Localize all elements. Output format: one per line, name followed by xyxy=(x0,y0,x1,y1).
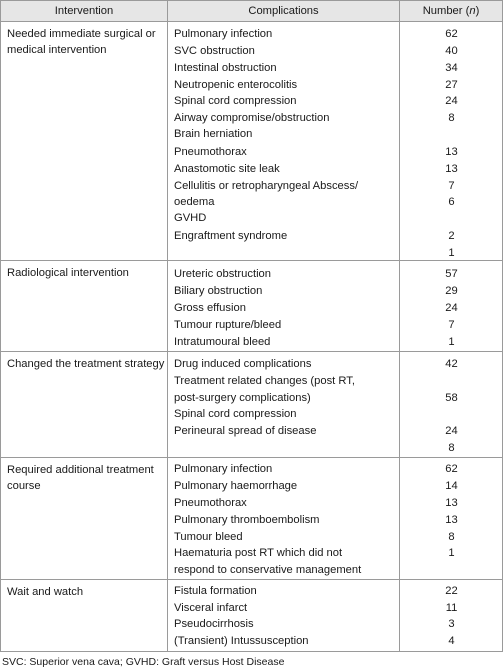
intervention-text: Radiological intervention xyxy=(7,267,129,279)
complication-item: Tumour rupture/bleed xyxy=(174,319,282,331)
complication-item: respond to conservative management xyxy=(174,564,362,576)
table-footnote: SVC: Superior vena cava; GVHD: Graft versus Host Disease xyxy=(2,656,285,668)
complication-item: Pulmonary thromboembolism xyxy=(174,514,320,526)
intervention-cell xyxy=(0,458,168,580)
number-value: 8 xyxy=(448,112,455,124)
number-value: 1 xyxy=(448,247,455,259)
intervention-cell xyxy=(0,352,168,458)
complication-item: Airway compromise/obstruction xyxy=(174,112,330,124)
complication-item: Drug induced complications xyxy=(174,358,312,370)
number-value: 2 xyxy=(448,230,455,242)
number-value: 1 xyxy=(448,547,455,559)
complication-item: SVC obstruction xyxy=(174,45,255,57)
number-value: 4 xyxy=(448,635,455,647)
complications-cell xyxy=(168,22,400,261)
complication-item: Haematuria post RT which did not xyxy=(174,547,343,559)
complication-item: Treatment related changes (post RT, xyxy=(174,375,355,387)
complication-item: Spinal cord compression xyxy=(174,95,297,107)
complications-cell xyxy=(168,458,400,580)
number-value: 29 xyxy=(445,285,458,297)
number-value: 13 xyxy=(445,163,458,175)
number-cell xyxy=(400,261,503,352)
intervention-cell xyxy=(0,580,168,652)
complication-item: Cellulitis or retropharyngeal Abscess/ xyxy=(174,180,359,192)
complications-cell xyxy=(168,580,400,652)
complication-item: Pneumothorax xyxy=(174,497,247,509)
number-value: 3 xyxy=(448,618,455,630)
number-value: 62 xyxy=(445,463,458,475)
complication-item: Visceral infarct xyxy=(174,602,248,614)
complication-item: Tumour bleed xyxy=(174,531,243,543)
complication-item: Brain herniation xyxy=(174,128,253,140)
intervention-text: Wait and watch xyxy=(7,586,84,598)
complication-item: Intratumoural bleed xyxy=(174,336,271,348)
complication-item: (Transient) Intussusception xyxy=(174,635,309,647)
number-value: 6 xyxy=(448,196,455,208)
header-complications xyxy=(168,0,400,22)
complication-item: GVHD xyxy=(174,212,207,224)
number-value: 8 xyxy=(448,531,455,543)
complication-item: Pulmonary infection xyxy=(174,463,273,475)
number-value: 7 xyxy=(448,180,455,192)
intervention-cell xyxy=(0,22,168,261)
number-value: 1 xyxy=(448,336,455,348)
number-value: 40 xyxy=(445,45,458,57)
complication-item: Spinal cord compression xyxy=(174,408,297,420)
number-value: 13 xyxy=(445,146,458,158)
header-intervention xyxy=(0,0,168,22)
number-cell xyxy=(400,352,503,458)
complication-item: Engraftment syndrome xyxy=(174,230,288,242)
number-value: 14 xyxy=(445,480,458,492)
complications-cell xyxy=(168,261,400,352)
complication-item: post-surgery complications) xyxy=(174,392,311,404)
number-value: 8 xyxy=(448,442,455,454)
number-value: 13 xyxy=(445,497,458,509)
complication-item: Neutropenic enterocolitis xyxy=(174,79,298,91)
complication-item: Fistula formation xyxy=(174,585,257,597)
complication-item: Biliary obstruction xyxy=(174,285,263,297)
number-value: 57 xyxy=(445,268,458,280)
number-value: 27 xyxy=(445,79,458,91)
complication-item: Intestinal obstruction xyxy=(174,62,277,74)
number-value: 22 xyxy=(445,585,458,597)
number-cell xyxy=(400,458,503,580)
number-cell xyxy=(400,22,503,261)
complication-item: Pulmonary haemorrhage xyxy=(174,480,298,492)
complication-item: Gross effusion xyxy=(174,302,246,314)
complications-cell xyxy=(168,352,400,458)
number-value: 24 xyxy=(445,302,458,314)
intervention-text: Required additional treatment course xyxy=(7,464,154,492)
complication-item: Pseudocirrhosis xyxy=(174,618,254,630)
number-value: 7 xyxy=(448,319,455,331)
number-value: 11 xyxy=(445,602,458,614)
number-value: 13 xyxy=(445,514,458,526)
number-value: 42 xyxy=(445,358,458,370)
complication-item: oedema xyxy=(174,196,215,208)
number-value: 24 xyxy=(445,425,458,437)
header-number xyxy=(400,0,503,22)
complication-item: Pulmonary infection xyxy=(174,28,273,40)
header-complications-label: Complications xyxy=(248,5,319,17)
intervention-text: Changed the treatment strategy xyxy=(7,358,165,370)
number-value: 24 xyxy=(445,95,458,107)
number-value: 62 xyxy=(445,28,458,40)
intervention-cell xyxy=(0,261,168,352)
complication-item: Perineural spread of disease xyxy=(174,425,317,437)
number-value: 34 xyxy=(445,62,458,74)
header-intervention-label: Intervention xyxy=(54,5,114,17)
complication-item: Pneumothorax xyxy=(174,146,247,158)
complication-item: Anastomotic site leak xyxy=(174,163,280,175)
number-cell xyxy=(400,580,503,652)
complication-item: Ureteric obstruction xyxy=(174,268,271,280)
header-number-label: Number (n) xyxy=(422,5,480,17)
number-value: 58 xyxy=(445,392,458,404)
intervention-text: Needed immediate surgical or medical intervention xyxy=(7,28,156,56)
